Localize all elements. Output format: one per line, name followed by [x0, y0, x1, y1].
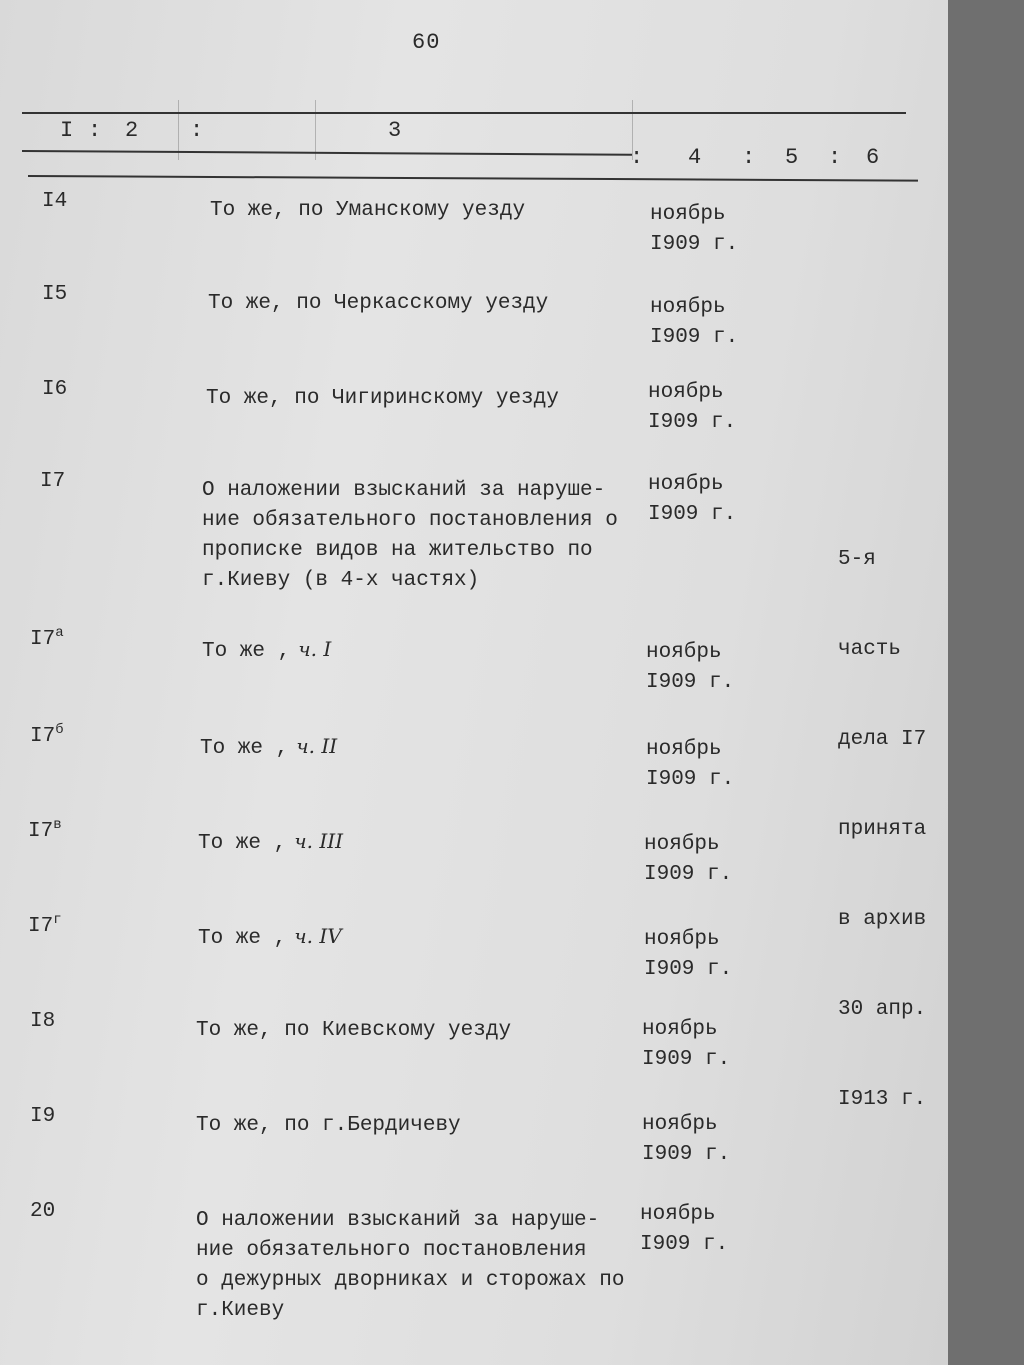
entry-title-line — [200, 731, 337, 764]
header-sep: : — [88, 118, 102, 143]
entry-title-line: г.Киеву — [196, 1299, 285, 1322]
entry-number-text: I8 — [30, 1010, 56, 1033]
entry-date-line: I909 г. — [644, 958, 733, 981]
header-sep: : — [828, 145, 842, 170]
entry-date — [648, 470, 736, 530]
entry-title-line: г.Киеву (в 4-х частях) — [202, 569, 480, 592]
entry-number-text: I9 — [30, 1105, 56, 1128]
entry-number — [30, 1200, 55, 1223]
entry-title-line: О наложении взысканий за наруше- — [202, 479, 606, 502]
entry-number — [28, 817, 62, 843]
handwritten-part-annotation: ч. IV — [294, 924, 342, 948]
entry-number-text: I7 — [28, 820, 54, 843]
entry-number — [30, 625, 64, 651]
entry-number — [42, 190, 67, 213]
note-line: 30 апр. — [838, 998, 927, 1021]
entry-date — [644, 925, 732, 985]
entry-title — [202, 634, 331, 667]
entry-date — [650, 293, 738, 353]
entry-number-text: I7 — [30, 628, 56, 651]
header-col-3: 3 — [388, 118, 402, 143]
header-sep: : — [742, 145, 756, 170]
entry-number-text: I7 — [30, 725, 56, 748]
entry-title — [198, 826, 343, 859]
entry-number-suffix: б — [55, 722, 64, 738]
entry-title-line: О наложении взысканий за наруше- — [196, 1209, 600, 1232]
entry-number-text: I7 — [28, 915, 54, 938]
header-col-5: 5 — [785, 145, 799, 170]
note-line: в архив — [838, 908, 927, 931]
page-number: 60 — [412, 30, 441, 55]
entry-date-line: ноябрь — [640, 1203, 716, 1226]
entry-number-text: I5 — [42, 283, 68, 306]
entry-date — [642, 1110, 730, 1170]
entry-number — [40, 470, 65, 493]
entry-date — [650, 200, 738, 260]
entry-title-line — [198, 921, 342, 954]
entry-title-line: То же, по Черкасскому уезду — [208, 292, 549, 315]
entry-date — [640, 1200, 728, 1260]
note-line: дела I7 — [838, 728, 927, 751]
entry-date-line: I909 г. — [650, 233, 739, 256]
entry-title — [196, 1111, 461, 1141]
entry-date-line: ноябрь — [642, 1018, 718, 1041]
entry-date — [646, 735, 734, 795]
entry-title — [208, 289, 548, 319]
entry-date-line: ноябрь — [650, 203, 726, 226]
entry-title — [202, 476, 618, 596]
entry-title-line — [198, 826, 343, 859]
header-sep: : — [190, 118, 204, 143]
entry-date-line: ноябрь — [644, 833, 720, 856]
note-line: принята — [838, 818, 927, 841]
entry-title-line: прописке видов на жительство по — [202, 539, 593, 562]
entry-date — [648, 378, 736, 438]
entry-title — [198, 921, 342, 954]
entry-number — [30, 1105, 55, 1128]
entry-title-line — [202, 634, 331, 667]
entry-number — [28, 912, 62, 938]
entry-number-suffix: г — [53, 912, 62, 928]
entry-date — [644, 830, 732, 890]
entry-date-line: I909 г. — [650, 326, 739, 349]
entry-title-line: ние обязательного постановления — [196, 1239, 587, 1262]
handwritten-part-annotation: ч. III — [294, 829, 344, 853]
entry-date — [646, 638, 734, 698]
archive-note — [838, 485, 926, 1175]
entry-title — [200, 731, 337, 764]
entry-date-line: ноябрь — [642, 1113, 718, 1136]
entry-date-line: I909 г. — [642, 1048, 731, 1071]
entry-date-line: I909 г. — [646, 768, 735, 791]
entry-date-line: ноябрь — [646, 738, 722, 761]
header-col-4: 4 — [688, 145, 702, 170]
entry-date-line: ноябрь — [648, 381, 724, 404]
entry-title-line: ние обязательного постановления о — [202, 509, 618, 532]
entry-number-text: I4 — [42, 190, 68, 213]
entry-title-text: То же , — [202, 640, 291, 663]
entry-title — [206, 384, 559, 414]
handwritten-part-annotation: ч. II — [296, 734, 338, 758]
note-line: I913 г. — [838, 1088, 927, 1111]
entry-title-line: То же, по Чигиринскому уезду — [206, 387, 559, 410]
entry-title-line: То же, по Уманскому уезду — [210, 199, 526, 222]
entry-date-line: ноябрь — [646, 641, 722, 664]
entry-date — [642, 1015, 730, 1075]
entry-number-text: I6 — [42, 378, 68, 401]
header-middle-rule — [22, 150, 632, 156]
header-col-6: 6 — [866, 145, 880, 170]
entry-date-line: I909 г. — [648, 411, 737, 434]
entry-date-line: ноябрь — [644, 928, 720, 951]
entry-number-suffix: а — [55, 625, 64, 641]
entry-title-line: То же, по Киевскому уезду — [196, 1019, 512, 1042]
handwritten-part-annotation: ч. I — [298, 637, 332, 661]
entry-number — [42, 283, 67, 306]
header-top-rule — [22, 112, 906, 114]
entry-number-text: 20 — [30, 1200, 56, 1223]
entry-number-suffix: в — [53, 817, 62, 833]
entry-number — [30, 1010, 55, 1033]
entry-title — [210, 196, 525, 226]
entry-title — [196, 1016, 511, 1046]
entry-date-line: I909 г. — [644, 863, 733, 886]
entry-date-line: I909 г. — [648, 503, 737, 526]
entry-date-line: ноябрь — [648, 473, 724, 496]
entry-number — [30, 722, 64, 748]
header-bottom-rule — [28, 175, 918, 182]
entry-title-line: То же, по г.Бердичеву — [196, 1114, 461, 1137]
entry-title-line: о дежурных дворниках и сторожах по — [196, 1269, 625, 1292]
entry-date-line: ноябрь — [650, 296, 726, 319]
entry-number-text: I7 — [40, 470, 66, 493]
header-col-1: I — [60, 118, 74, 143]
entry-date-line: I909 г. — [642, 1143, 731, 1166]
entry-title-text: То же , — [198, 927, 287, 950]
entry-date-line: I909 г. — [646, 671, 735, 694]
note-line: часть — [838, 638, 902, 661]
entry-title-text: То же , — [200, 737, 289, 760]
header-col-2: 2 — [125, 118, 139, 143]
header-sep: : — [630, 145, 644, 170]
note-line: 5-я — [838, 548, 876, 571]
entry-number — [42, 378, 67, 401]
entry-title — [196, 1206, 624, 1326]
entry-date-line: I909 г. — [640, 1233, 729, 1256]
entry-title-text: То же , — [198, 832, 287, 855]
